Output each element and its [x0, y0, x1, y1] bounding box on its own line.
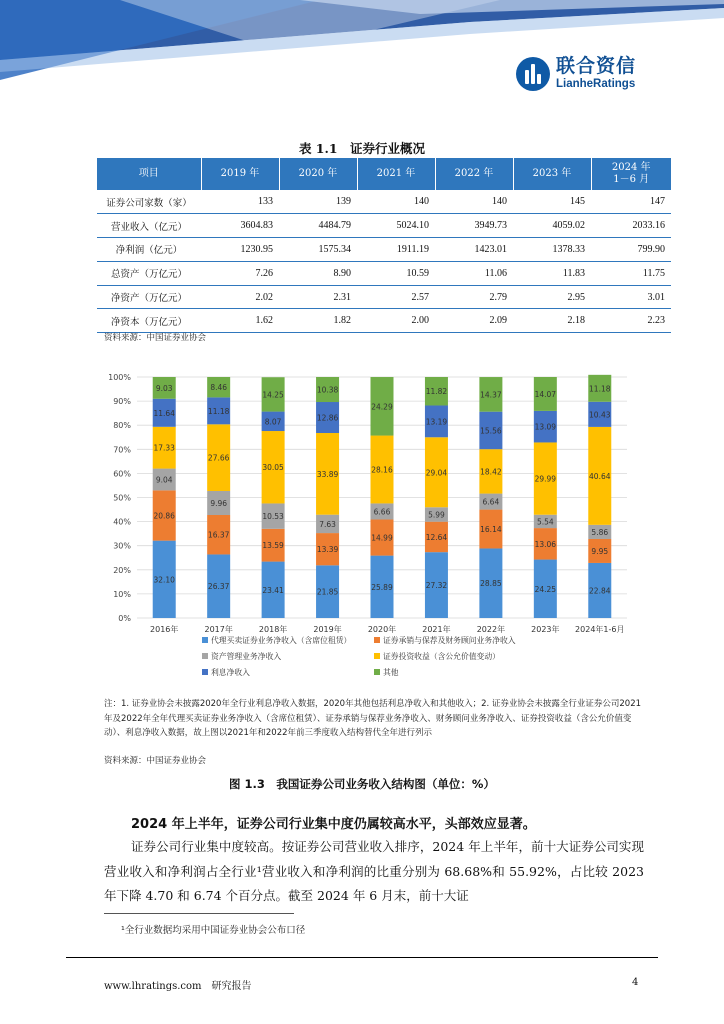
data-label: 24.29: [371, 402, 393, 412]
data-label: 25.89: [371, 582, 393, 592]
paragraph-heading: 2024 年上半年，证券公司行业集中度仍属较高水平，头部效应显著。: [131, 817, 536, 832]
data-label: 20.86: [153, 511, 175, 521]
data-label: 11.82: [425, 387, 448, 397]
legend-label: 证券投资收益（含公允价值变动）: [383, 652, 500, 661]
y-tick-label: 0%: [118, 614, 131, 623]
data-label: 33.89: [316, 469, 339, 479]
legend-swatch: [374, 669, 380, 675]
data-label: 6.64: [482, 497, 500, 507]
data-label: 9.96: [210, 498, 228, 508]
chart-note: 注：1. 证券业协会未披露2020年全行业利息净收入数据，2020年其他包括利息净收入和其他收入；2. 证券业协会未披露全行业证券公司2021年及2022年全年代理买卖证券业务净收入（含席位租赁）、证券承销与保荐业务净收入、财务顾问业务净收入、证券投资收益（含公允价值变动）、利息净收入数据，故上图以2021年和2022年前三季度收入结构替代全年进行列示: [104, 699, 642, 738]
data-label: 27.66: [207, 453, 230, 463]
table-header-row: [97, 158, 671, 190]
data-label: 13.06: [534, 539, 557, 549]
data-label: 10.53: [262, 512, 284, 522]
data-label: 14.99: [371, 533, 393, 543]
table-title: 表 1.1 证券行业概况: [298, 141, 426, 156]
data-label: 28.16: [371, 465, 393, 475]
data-label: 8.07: [264, 417, 282, 427]
data-label: 11.18: [589, 384, 611, 394]
data-label: 16.37: [207, 530, 230, 540]
data-label: 13.59: [262, 541, 284, 551]
y-tick-label: 60%: [113, 469, 131, 479]
data-label: 7.63: [319, 519, 336, 529]
table-row: 净利润（亿元） 1230.95 1575.34 1911.19 1423.01 1378.33 799.90: [97, 238, 671, 262]
data-label: 9.03: [155, 383, 173, 393]
table-source: 资料来源：中国证券业协会: [104, 333, 207, 343]
footnote-divider: [104, 913, 294, 914]
data-label: 16.14: [480, 525, 502, 535]
legend-label: 利息净收入: [211, 668, 250, 677]
legend-label: 代理买卖证券业务净收入（含席位租赁）: [211, 636, 352, 645]
data-label: 10.38: [316, 385, 339, 395]
data-label: 9.04: [155, 475, 173, 485]
data-label: 14.07: [534, 389, 557, 399]
data-label: 11.18: [207, 406, 230, 416]
data-label: 32.10: [153, 575, 175, 585]
data-label: 28.85: [480, 579, 502, 589]
y-tick-label: 50%: [113, 493, 131, 503]
table-row: 净资产（万亿元） 2.02 2.31 2.57 2.79 2.95 3.01: [97, 285, 671, 309]
x-tick-label: 2020年: [367, 625, 397, 634]
body-paragraph: 证券公司行业集中度较高。按证券公司营业收入排序，2024 年上半年，前十大证券公司实现营业收入和净利润占全行业¹营业收入和净利润的比重分别为 68.68%和 55.92%，占比较 2023 年下降 4.70 和 6.74 个百分点。截至 2024 年 6 月末，前十大证: [104, 839, 644, 903]
figure-caption: 图 1.3 我国证券公司业务收入结构图（单位：%）: [229, 777, 495, 791]
industry-overview-table: [97, 158, 671, 333]
x-tick-label: 2022年: [476, 625, 506, 634]
legend-swatch: [374, 637, 380, 643]
data-label: 30.05: [262, 463, 284, 473]
data-label: 29.04: [425, 468, 448, 478]
header-2022: 2022 年: [435, 158, 513, 190]
data-label: 21.85: [316, 587, 339, 597]
legend-swatch: [202, 653, 208, 659]
data-label: 27.32: [425, 581, 448, 591]
header-2023: 2023 年: [513, 158, 591, 190]
legend-label: 其他: [383, 668, 399, 677]
data-label: 10.43: [589, 410, 611, 420]
data-label: 12.64: [425, 532, 448, 542]
data-label: 14.37: [480, 390, 502, 400]
data-label: 12.86: [316, 413, 339, 423]
legend-label: 资产管理业务净收入: [211, 652, 282, 661]
x-tick-label: 2017年: [204, 625, 233, 634]
data-label: 24.25: [534, 584, 557, 594]
header-2020: 2020 年: [279, 158, 357, 190]
data-label: 9.95: [591, 546, 609, 556]
company-logo: [516, 56, 644, 92]
data-label: 14.25: [262, 390, 284, 400]
x-tick-label: 2016年: [150, 625, 179, 634]
y-tick-label: 100%: [108, 373, 131, 382]
data-label: 6.66: [373, 507, 391, 517]
y-tick-label: 30%: [113, 541, 131, 551]
header-item: 项目: [97, 158, 201, 190]
x-tick-label: 2023年: [531, 625, 560, 634]
page-number: 4: [632, 977, 639, 988]
revenue-structure-chart: [97, 355, 637, 695]
data-label: 13.39: [316, 545, 339, 555]
data-label: 13.19: [425, 417, 448, 427]
data-label: 5.86: [591, 527, 609, 537]
table-row: 总资产（万亿元） 7.26 8.90 10.59 11.06 11.83 11.75: [97, 261, 671, 285]
data-label: 15.56: [480, 426, 502, 436]
data-label: 40.64: [589, 471, 611, 481]
header-2019: 2019 年: [201, 158, 279, 190]
table-row: 营业收入（亿元） 3604.83 4484.79 5024.10 3949.73 4059.02 2033.16: [97, 214, 671, 238]
data-label: 5.54: [536, 517, 554, 527]
legend-swatch: [202, 669, 208, 675]
footnote: ¹全行业数据均采用中国证券业协会公布口径: [121, 925, 306, 936]
footer-site: www.lhratings.com 研究报告: [104, 981, 252, 992]
header-2024h1: 2024 年 1－6 月: [591, 158, 671, 190]
data-label: 17.33: [153, 443, 175, 453]
data-label: 11.64: [153, 408, 175, 418]
table-row: 证券公司家数（家） 133 139 140 140 145 147: [97, 190, 671, 214]
data-label: 23.41: [262, 585, 284, 595]
x-tick-label: 2019年: [313, 625, 342, 634]
chart-source: 资料来源：中国证券业协会: [104, 756, 207, 766]
x-tick-label: 2024年1-6月: [575, 625, 625, 634]
data-label: 29.99: [534, 474, 557, 484]
logo-en-text: LianheRatings: [556, 78, 636, 91]
logo-mark-icon: [516, 57, 550, 91]
data-label: 5.99: [428, 510, 445, 520]
data-label: 13.09: [534, 422, 557, 432]
y-tick-label: 80%: [113, 421, 131, 431]
data-label: 22.84: [589, 586, 611, 596]
y-tick-label: 70%: [113, 445, 131, 455]
y-tick-label: 90%: [113, 397, 131, 407]
y-tick-label: 40%: [113, 517, 131, 527]
data-label: 26.37: [207, 582, 230, 592]
x-tick-label: 2018年: [258, 625, 288, 634]
legend-swatch: [374, 653, 380, 659]
logo-cn-text: 联合资信: [556, 55, 637, 78]
y-tick-label: 20%: [113, 565, 131, 575]
header-2021: 2021 年: [357, 158, 435, 190]
data-label: 8.46: [210, 383, 228, 393]
legend-label: 证券承销与保荐及财务顾问业务净收入: [383, 636, 516, 645]
footer-divider: [66, 957, 658, 958]
data-label: 18.42: [480, 467, 502, 477]
x-tick-label: 2021年: [422, 625, 451, 634]
y-tick-label: 10%: [113, 589, 131, 599]
legend-swatch: [202, 637, 208, 643]
table-row: 净资本（万亿元） 1.62 1.82 2.00 2.09 2.18 2.23: [97, 309, 671, 333]
